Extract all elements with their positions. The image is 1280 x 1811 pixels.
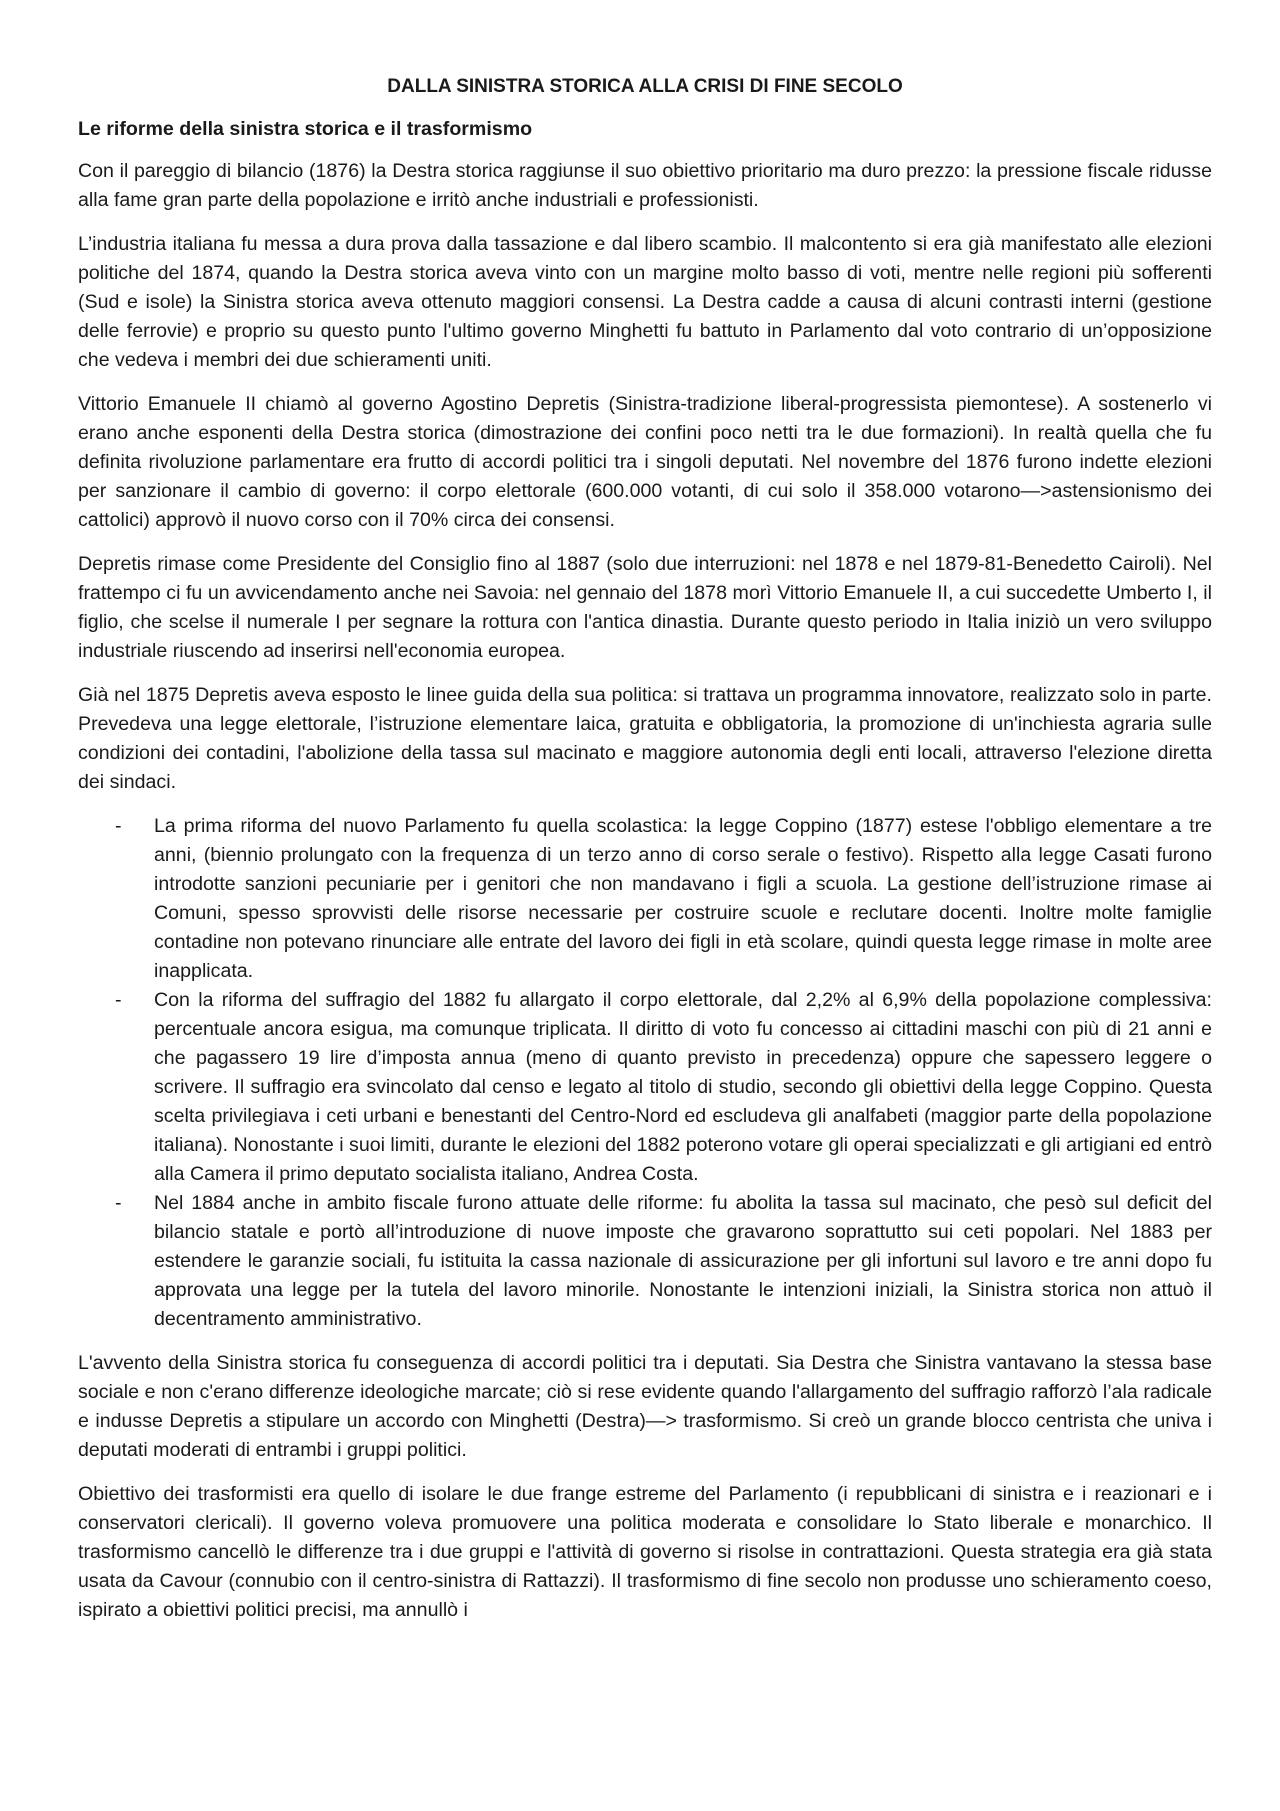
reforms-list (78, 812, 1212, 1334)
document-title: DALLA SINISTRA STORICA ALLA CRISI DI FINE SECOLO (387, 76, 903, 97)
bullet-dash: - (115, 815, 122, 837)
paragraph-pareggio: Con il pareggio di bilancio (1876) la Destra storica raggiunse il suo obiettivo prioritario ma duro prezzo: la pressione fiscale ridusse alla fame gran parte della popolazione e irritò anche industriali e professionisti. (78, 160, 1212, 211)
paragraph-obiettivo-trasformisti: Obiettivo dei trasformisti era quello di isolare le due frange estreme del Parlamento (i repubblicani di sinistra e i reazionari e i conservatori clericali). Il governo voleva promuovere una politica moderata e consolidare lo Stato liberale e monarchico. Il trasformismo cancellò le differenze tra i due gruppi e l'attività di governo si risolse in contrattazioni. Questa strategia era già stata usata da Cavour (connubio con il centro-sinistra di Rattazzi). Il trasformismo di fine secolo non produsse uno schieramento coeso, ispirato a obiettivi politici precisi, ma annullò i (78, 1483, 1212, 1621)
paragraph-depretis-presidente: Depretis rimase come Presidente del Consiglio fino al 1887 (solo due interruzioni: nel 1878 e nel 1879-81-Benedetto Cairoli). Nel frattempo ci fu un avvicendamento anche nei Savoia: nel gennaio del 1878 morì Vittorio Emanuele II, a cui succedette Umberto I, il figlio, che scelse il numerale I per segnare la rottura con l'antica dinastia. Durante questo periodo in Italia iniziò un vero sviluppo industriale riuscendo ad inserirsi nell'economia europea. (78, 553, 1212, 662)
list-item-riforma-fiscale (78, 1189, 1212, 1334)
paragraph-avvento-sinistra: L'avvento della Sinistra storica fu conseguenza di accordi politici tra i deputati. Sia Destra che Sinistra vantavano la stessa base sociale e non c'erano differenze ideologiche marcate; ciò si rese evidente quando l'allargamento del suffragio rafforzò l’ala radicale e indusse Depretis a stipulare un accordo con Minghetti (Destra)—> trasformismo. Si creò un grande blocco centrista che univa i deputati moderati di entrambi i gruppi politici. (78, 1352, 1212, 1461)
document-page (78, 72, 1212, 1640)
paragraph-industria: L’industria italiana fu messa a dura prova dalla tassazione e dal libero scambio. Il malcontento si era già manifestato alle elezioni politiche del 1874, quando la Destra storica aveva vinto con un margine molto basso di voti, mentre nelle regioni più sofferenti (Sud e isole) la Sinistra storica aveva ottenuto maggiori consensi. La Destra cadde a causa di alcuni contrasti interni (gestione delle ferrovie) e proprio su questo punto l'ultimo governo Minghetti fu battuto in Parlamento dal voto contrario di un’opposizione che vedeva i membri dei due schieramenti uniti. (78, 233, 1212, 371)
bullet-dash: - (115, 989, 122, 1011)
list-item-text: Con la riforma del suffragio del 1882 fu allargato il corpo elettorale, dal 2,2% al 6,9% della popolazione complessiva: percentuale ancora esigua, ma comunque triplicata. Il diritto di voto fu concesso ai cittadini maschi con più di 21 anni e che pagassero 19 lire d’imposta annua (meno di quanto previsto in precedenza) oppure che sapessero leggere o scrivere. Il suffragio era svincolato dal censo e legato al titolo di studio, secondo gli obiettivi della legge Coppino. Questa scelta privilegiava i ceti urbani e benestanti del Centro-Nord ed escludeva gli analfabeti (maggior parte della popolazione italiana). Nonostante i suoi limiti, durante le elezioni del 1882 poterono votare gli operai specializzati e gli artigiani ed entrò alla Camera il primo deputato socialista italiano, Andrea Costa. (154, 989, 1212, 1185)
list-item-riforma-scolastica (78, 812, 1212, 986)
list-item-riforma-suffragio (78, 986, 1212, 1189)
paragraph-programma: Già nel 1875 Depretis aveva esposto le linee guida della sua politica: si trattava un programma innovatore, realizzato solo in parte. Prevedeva una legge elettorale, l’istruzione elementare laica, gratuita e obbligatoria, la promozione di un'inchiesta agraria sulle condizioni dei contadini, l'abolizione della tassa sul macinato e maggiore autonomia degli enti locali, attraverso l'elezione diretta dei sindaci. (78, 684, 1212, 793)
list-item-text: Nel 1884 anche in ambito fiscale furono attuate delle riforme: fu abolita la tassa sul macinato, che pesò sul deficit del bilancio statale e portò all’introduzione di nuove imposte che gravarono soprattutto sui ceti popolari. Nel 1883 per estendere le garanzie sociali, fu istituita la cassa nazionale di assicurazione per gli infortuni sul lavoro e tre anni dopo fu approvata una legge per la tutela del lavoro minorile. Nonostante le intenzioni iniziali, la Sinistra storica non attuò il decentramento amministrativo. (154, 1192, 1212, 1330)
bullet-dash: - (115, 1192, 122, 1214)
section-title: Le riforme della sinistra storica e il trasformismo (78, 118, 533, 140)
paragraph-depretis-governo: Vittorio Emanuele II chiamò al governo Agostino Depretis (Sinistra-tradizione liberal-progressista piemontese). A sostenerlo vi erano anche esponenti della Destra storica (dimostrazione dei confini poco netti tra le due formazioni). In realtà quella che fu definita rivoluzione parlamentare era frutto di accordi politici tra i singoli deputati. Nel novembre del 1876 furono indette elezioni per sanzionare il cambio di governo: il corpo elettorale (600.000 votanti, di cui solo il 358.000 votarono—>astensionismo dei cattolici) approvò il nuovo corso con il 70% circa dei consensi. (78, 393, 1212, 531)
list-item-text: La prima riforma del nuovo Parlamento fu quella scolastica: la legge Coppino (1877) estese l'obbligo elementare a tre anni, (biennio prolungato con la frequenza di un terzo anno di corso serale o festivo). Rispetto alla legge Casati furono introdotte sanzioni pecuniarie per i genitori che non mandavano i figli a scuola. La gestione dell’istruzione rimase ai Comuni, spesso sprovvisti delle risorse necessarie per costruire scuole e reclutare docenti. Inoltre molte famiglie contadine non potevano rinunciare alle entrate del lavoro dei figli in età scolare, quindi questa legge rimase in molte aree inapplicata. (154, 815, 1212, 982)
